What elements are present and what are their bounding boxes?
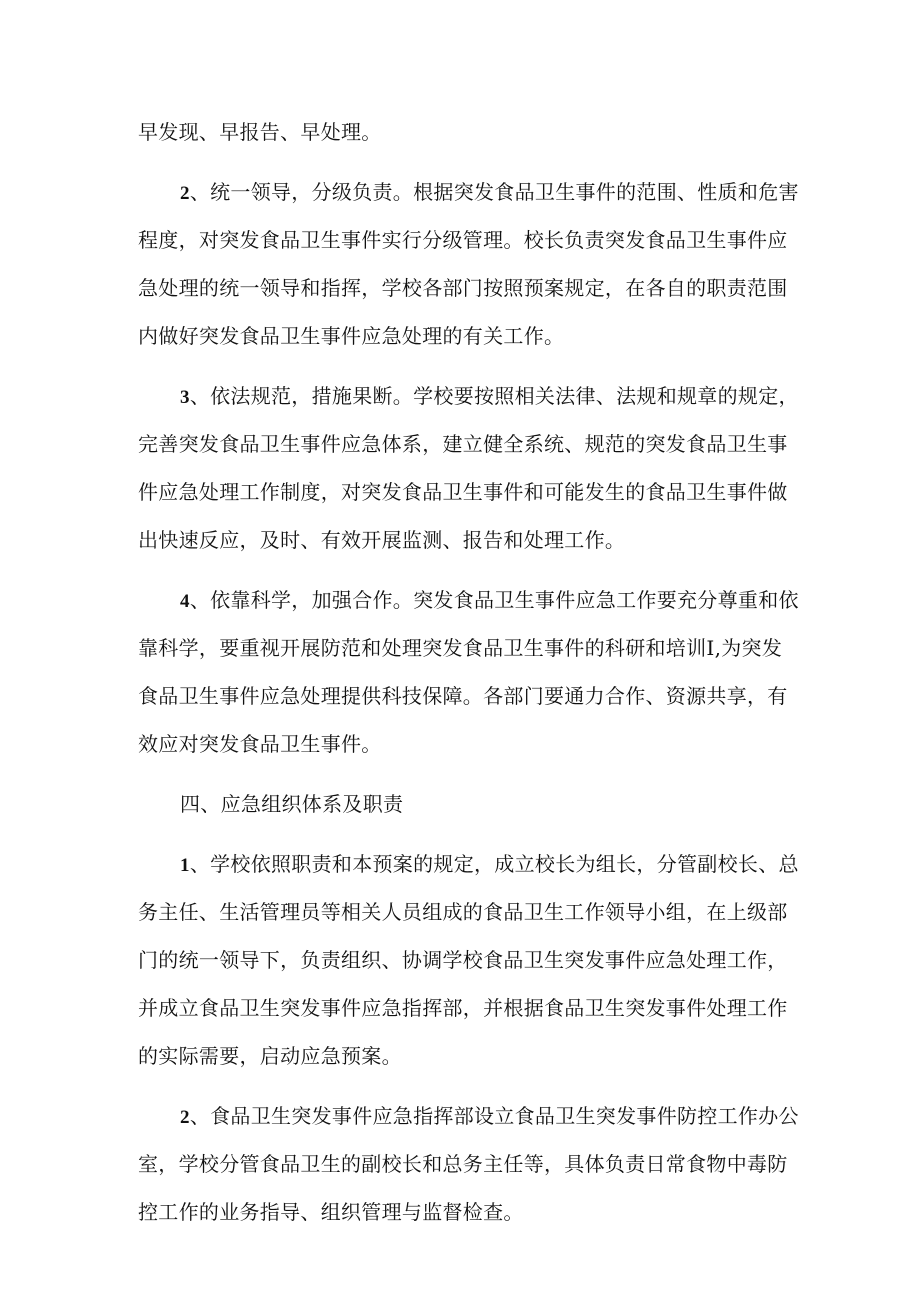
paragraph-principle-2 xyxy=(138,168,799,360)
paragraph-principle-4 xyxy=(138,576,799,768)
document-body xyxy=(138,108,799,1236)
text-line: 并成立食品卫生突发事件应急指挥部，并根据食品卫生突发事件处理工作 xyxy=(138,996,788,1020)
text-line xyxy=(138,1092,799,1140)
text-line xyxy=(138,840,799,888)
text-line: 的实际需要，启动应急预案。 xyxy=(138,1044,402,1068)
paragraph-organization-1 xyxy=(138,840,799,1080)
paragraph-early-handling xyxy=(138,108,788,156)
item-number: 3 xyxy=(180,387,190,408)
paragraph-organization-2 xyxy=(138,1092,799,1236)
text-line xyxy=(138,576,799,624)
heading-text: 四、应急组织体系及职责 xyxy=(180,792,404,816)
text-line: 效应对突发食品卫生事件。 xyxy=(138,732,382,756)
text-line: 内做好突发食品卫生事件应急处理的有关工作。 xyxy=(138,324,565,348)
text-segment: 、依法规范，措施果断。学校要按照相关法律、法规和规章的规定， xyxy=(189,384,799,408)
text-line: 靠科学，要重视开展防范和处理突发食品卫生事件的科研和培训I,为突发 xyxy=(138,636,783,660)
text-line: 出快速反应，及时、有效开展监测、报告和处理工作。 xyxy=(138,528,626,552)
item-number: 2 xyxy=(180,183,190,204)
text-line: 食品卫生事件应急处理提供科技保障。各部门要通力合作、资源共享，有 xyxy=(138,684,788,708)
text-line: 门的统一领导下，负责组织、协调学校食品卫生突发事件应急处理工作， xyxy=(138,948,788,972)
text-line: 程度，对突发食品卫生事件实行分级管理。校长负责突发食品卫生事件应 xyxy=(138,228,788,252)
text-line xyxy=(138,372,799,420)
section-heading xyxy=(138,780,788,828)
text-line: 控工作的业务指导、组织管理与监督检查。 xyxy=(138,1200,524,1224)
text-line: 早发现、早报告、早处理。 xyxy=(138,120,382,144)
text-line: 完善突发食品卫生事件应急体系，建立健全系统、规范的突发食品卫生事 xyxy=(138,432,788,456)
text-segment: 、学校依照职责和本预案的规定，成立校长为组长，分管副校长、总 xyxy=(189,852,799,876)
text-segment: 、依靠科学，加强合作。突发食品卫生事件应急工作要充分尊重和依 xyxy=(189,588,799,612)
text-line xyxy=(138,168,799,216)
text-line: 件应急处理工作制度，对突发食品卫生事件和可能发生的食品卫生事件做 xyxy=(138,480,788,504)
item-number: 2 xyxy=(180,1107,190,1128)
text-segment: 、统一领导，分级负责。根据突发食品卫生事件的范围、性质和危害 xyxy=(189,180,799,204)
text-segment: 、食品卫生突发事件应急指挥部设立食品卫生突发事件防控工作办公 xyxy=(189,1104,799,1128)
text-line: 急处理的统一领导和指挥，学校各部门按照预案规定，在各自的职责范围 xyxy=(138,276,788,300)
text-line: 务主任、生活管理员等相关人员组成的食品卫生工作领导小组，在上级部 xyxy=(138,900,788,924)
item-number: 4 xyxy=(180,591,190,612)
text-line: 室，学校分管食品卫生的副校长和总务主任等，具体负责日常食物中毒防 xyxy=(138,1152,788,1176)
paragraph-principle-3 xyxy=(138,372,799,564)
item-number: 1 xyxy=(180,855,190,876)
